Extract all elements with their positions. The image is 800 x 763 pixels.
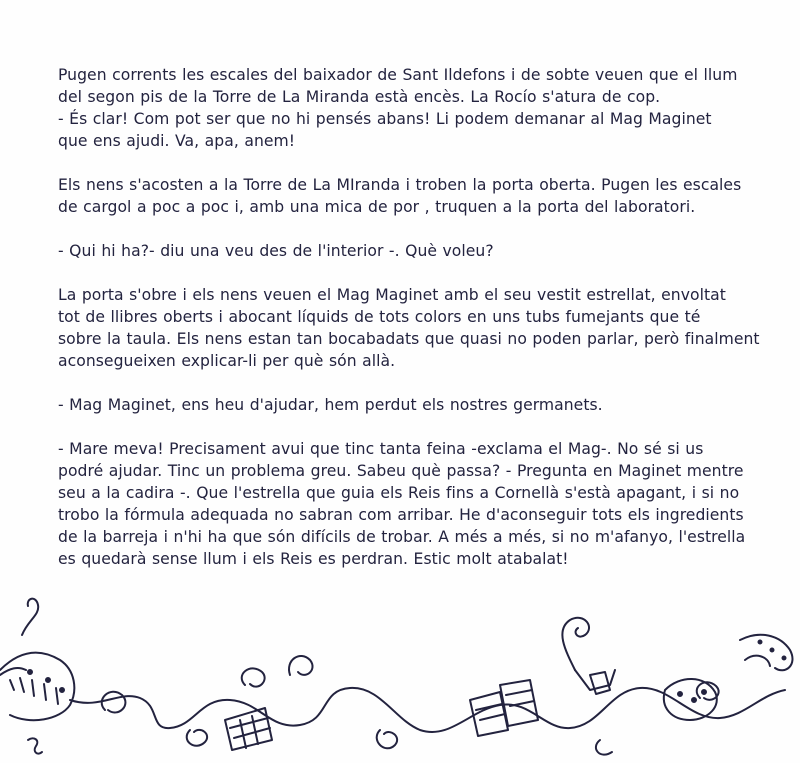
- whimsical-vine-border-illustration: [0, 580, 800, 763]
- paragraph-2: [58, 174, 758, 218]
- text-line: Els nens s'acosten a la Torre de La MIranda i troben la porta oberta. Pugen les escales: [58, 176, 742, 194]
- text-line: del segon pis de la Torre de La Miranda està encès. La Rocío s'atura de cop.: [58, 88, 661, 106]
- text-line: - Mag Maginet, ens heu d'ajudar, hem perdut els nostres germanets.: [58, 396, 603, 414]
- vine-border-illustration: [0, 580, 800, 763]
- text-line: - És clar! Com pot ser que no hi pensés abans! Li podem demanar al Mag Maginet: [58, 110, 712, 128]
- text-line: seu a la cadira -. Que l'estrella que guia els Reis fins a Cornellà s'està apagant, i si no: [58, 484, 740, 502]
- paragraph-6: [58, 438, 758, 570]
- text-line: es quedarà sense llum i els Reis es perdran. Estic molt atabalat!: [58, 550, 569, 568]
- text-line: trobo la fórmula adequada no sabran com arribar. He d'aconseguir tots els ingredients: [58, 506, 744, 524]
- paragraph-5: [58, 394, 758, 416]
- story-text: [58, 64, 758, 592]
- text-line: Pugen corrents les escales del baixador de Sant Ildefons i de sobte veuen que el llum: [58, 66, 738, 84]
- text-line: - Qui hi ha?- diu una veu des de l'interior -. Què voleu?: [58, 242, 494, 260]
- text-line: de la barreja i n'hi ha que són difícils de trobar. A més a més, si no m'afanyo, l'estrella: [58, 528, 746, 546]
- paragraph-1: [58, 64, 758, 152]
- text-line: de cargol a poc a poc i, amb una mica de por , truquen a la porta del laboratori.: [58, 198, 696, 216]
- paragraph-3: [58, 240, 758, 262]
- text-line: - Mare meva! Precisament avui que tinc tanta feina -exclama el Mag-. No sé si us: [58, 440, 704, 458]
- text-line: podré ajudar. Tinc un problema greu. Sabeu què passa? - Pregunta en Maginet mentre: [58, 462, 744, 480]
- text-line: La porta s'obre i els nens veuen el Mag Maginet amb el seu vestit estrellat, envoltat: [58, 286, 726, 304]
- text-line: tot de llibres oberts i abocant líquids de tots colors en uns tubs fumejants que té: [58, 308, 701, 326]
- paragraph-4: [58, 284, 758, 372]
- text-line: aconsegueixen explicar-li per què són allà.: [58, 352, 396, 370]
- text-line: sobre la taula. Els nens estan tan bocabadats que quasi no poden parlar, però finalment: [58, 330, 760, 348]
- text-line: que ens ajudi. Va, apa, anem!: [58, 132, 296, 150]
